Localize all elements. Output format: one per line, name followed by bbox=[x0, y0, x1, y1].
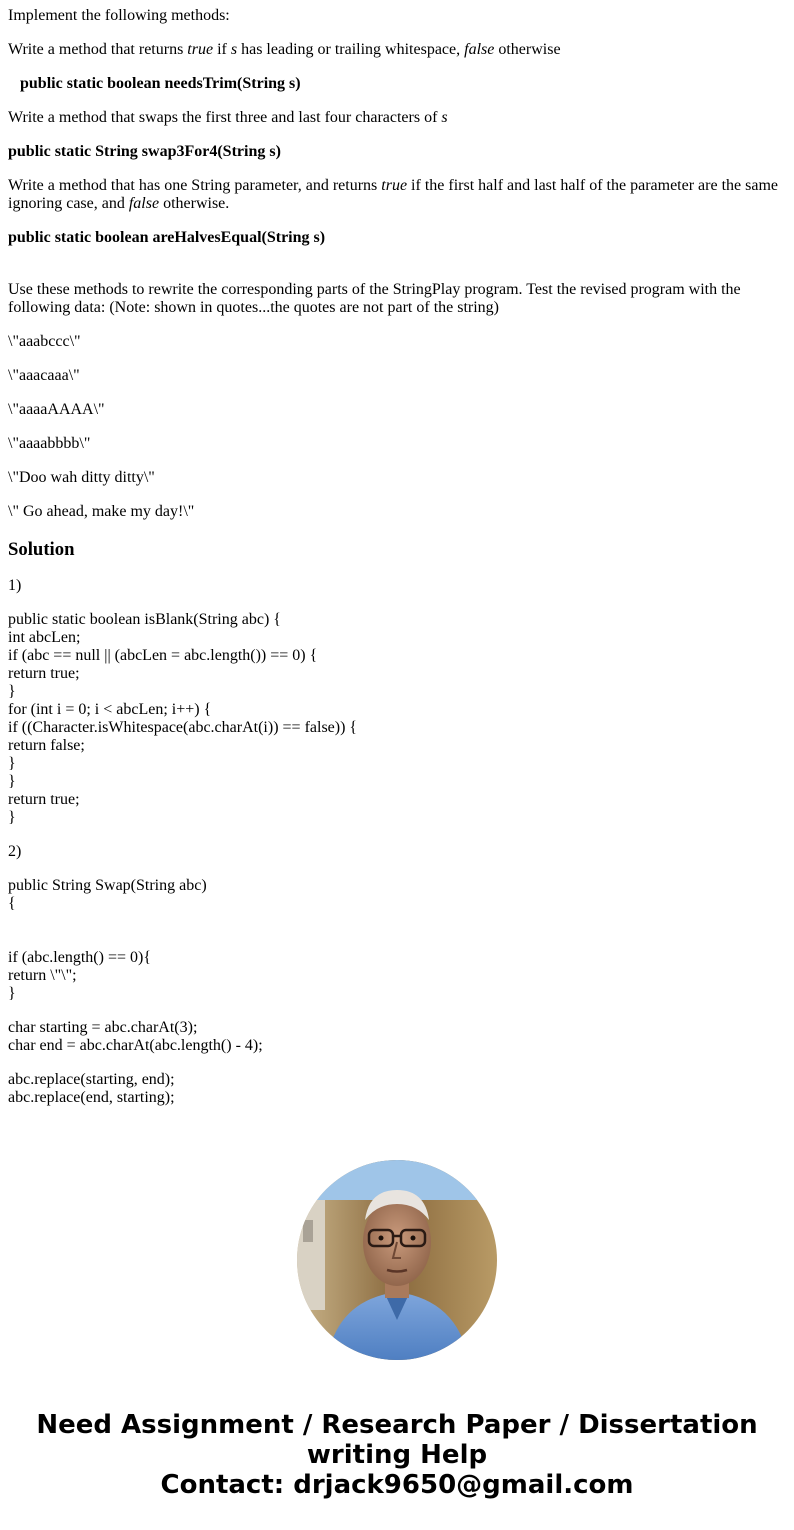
code-line: } bbox=[8, 985, 16, 1002]
signature-text: public static boolean needsTrim(String s) bbox=[20, 75, 301, 92]
emphasis: false bbox=[464, 41, 495, 58]
method1-description bbox=[8, 41, 786, 59]
code-line: } bbox=[8, 773, 16, 790]
part2-code-block-c bbox=[8, 1071, 786, 1107]
code-line: return true; bbox=[8, 791, 80, 808]
test-data-item: \"Doo wah ditty ditty\" bbox=[8, 469, 155, 486]
test-data-item: \"aaabccc\" bbox=[8, 333, 81, 350]
signature-text: public static String swap3For4(String s) bbox=[8, 143, 281, 160]
promo-line-2: writing Help bbox=[306, 1440, 488, 1470]
code-line: char end = abc.charAt(abc.length() - 4); bbox=[8, 1037, 263, 1054]
code-line: if (abc.length() == 0){ bbox=[8, 949, 152, 966]
emphasis: false bbox=[128, 195, 160, 212]
code-line: public static boolean isBlank(String abc) { bbox=[8, 611, 281, 628]
part1-label: 1) bbox=[8, 577, 22, 594]
test-data-item: \"aaaabbbb\" bbox=[8, 435, 91, 452]
text-span: Write a method that swaps the first three and last four characters of bbox=[8, 109, 442, 126]
author-portrait-image bbox=[297, 1160, 497, 1360]
text-span: if the first half and last half of the parameter are the same ignoring case, and bbox=[8, 177, 778, 212]
promo-banner bbox=[0, 1410, 794, 1500]
text-span: has leading or trailing whitespace, bbox=[237, 41, 465, 58]
document-content bbox=[0, 7, 794, 1107]
emphasis: true bbox=[187, 41, 214, 58]
code-line: public String Swap(String abc) bbox=[8, 877, 207, 894]
code-line: if (abc == null || (abcLen = abc.length()) == 0) { bbox=[8, 647, 318, 664]
emphasis: true bbox=[381, 177, 408, 194]
code-line: return \"\"; bbox=[8, 967, 77, 984]
method3-signature bbox=[8, 229, 786, 247]
code-line: } bbox=[8, 755, 16, 772]
code-line: } bbox=[8, 683, 16, 700]
text-span: Write a method that returns bbox=[8, 41, 188, 58]
code-line: abc.replace(end, starting); bbox=[8, 1089, 175, 1106]
code-line: int abcLen; bbox=[8, 629, 81, 646]
solution-heading: Solution bbox=[8, 539, 75, 560]
code-line: } bbox=[8, 809, 16, 826]
method2-signature bbox=[8, 143, 786, 161]
text-span: otherwise. bbox=[159, 195, 230, 212]
author-avatar bbox=[297, 1160, 497, 1360]
code-line: return false; bbox=[8, 737, 85, 754]
test-data-item: \"aaacaaa\" bbox=[8, 367, 80, 384]
intro-text: Implement the following methods: bbox=[8, 7, 230, 24]
code-line: abc.replace(starting, end); bbox=[8, 1071, 175, 1088]
test-data-item: \"aaaaAAAA\" bbox=[8, 401, 105, 418]
part2-label: 2) bbox=[8, 843, 22, 860]
method3-description bbox=[8, 177, 786, 213]
promo-line-1: Need Assignment / Research Paper / Dissertation bbox=[36, 1410, 758, 1440]
part1-code bbox=[8, 611, 786, 827]
code-line: char starting = abc.charAt(3); bbox=[8, 1019, 198, 1036]
code-line: for (int i = 0; i < abcLen; i++) { bbox=[8, 701, 212, 718]
instructions-text: Use these methods to rewrite the corresponding parts of the StringPlay program. Test the revised program with the following data: (Note: shown in quotes...the quotes are not part of the string) bbox=[8, 281, 741, 316]
promo-contact: Contact: drjack9650@gmail.com bbox=[160, 1470, 634, 1500]
code-line bbox=[8, 931, 786, 949]
part2-code-block-b bbox=[8, 1019, 786, 1055]
method2-description bbox=[8, 109, 786, 127]
solution-body bbox=[8, 577, 786, 1107]
code-line bbox=[8, 913, 786, 931]
method1-signature bbox=[8, 75, 786, 93]
code-line: if ((Character.isWhitespace(abc.charAt(i)) == false)) { bbox=[8, 719, 358, 736]
part2-code-block-a bbox=[8, 877, 786, 1003]
text-span: if bbox=[213, 41, 231, 58]
emphasis: s bbox=[230, 41, 238, 58]
signature-text: public static boolean areHalvesEqual(String s) bbox=[8, 229, 326, 246]
test-data-item: \" Go ahead, make my day!\" bbox=[8, 503, 195, 520]
emphasis: s bbox=[441, 109, 448, 126]
code-line: { bbox=[8, 895, 16, 912]
code-line: return true; bbox=[8, 665, 80, 682]
text-span: otherwise bbox=[494, 41, 561, 58]
text-span: Write a method that has one String parameter, and returns bbox=[8, 177, 382, 194]
